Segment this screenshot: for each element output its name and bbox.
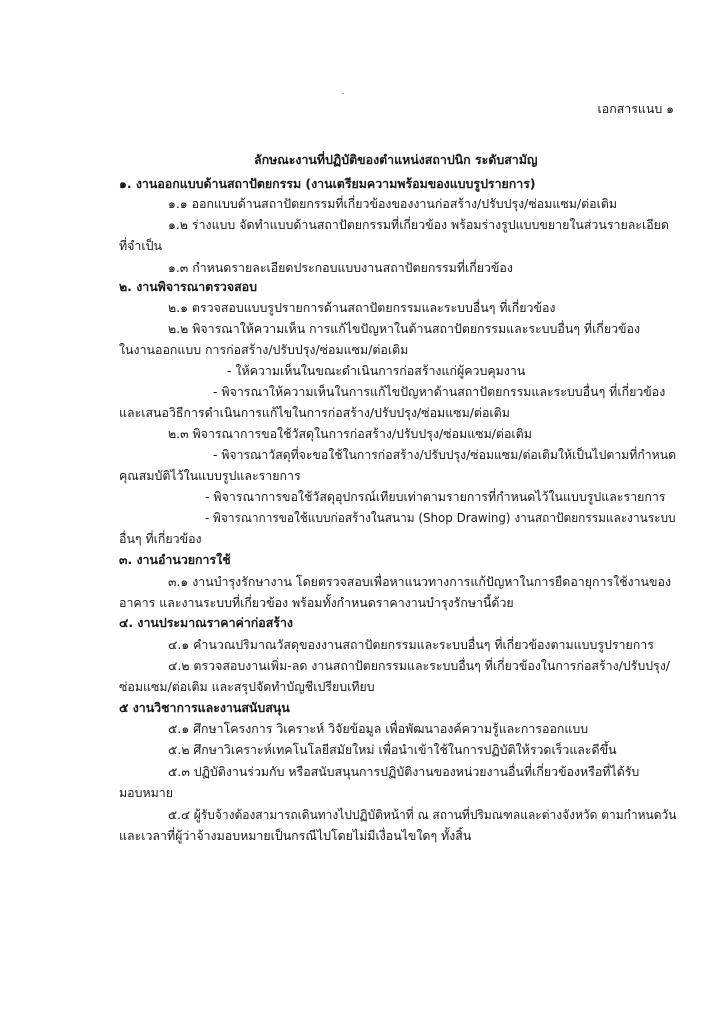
section-heading: ๕ งานวิชาการและงานสนับสนุน <box>119 700 290 715</box>
item-2-2-continued: ในงานออกแบบ การก่อสร้าง/ปรับปรุง/ซ่อมแซม/ต่อเติม <box>119 342 409 357</box>
sub-bullet: - พิจารณาวัสดุที่จะขอใช้ในการก่อสร้าง/ปรับปรุง/ซ่อมแซม/ต่อเติมให้เป็นไปตามที่กำหนด <box>213 447 677 462</box>
sub-bullet: - พิจารณาการขอใช้แบบก่อสร้างในสนาม (Shop Drawing) งานสถาปัตยกรรมและงานระบบ <box>205 510 676 525</box>
section-heading: ๔. งานประมาณราคาค่าก่อสร้าง <box>119 615 293 630</box>
item-5-3: ๕.๓ ปฏิบัติงานร่วมกับ หรือสนับสนุนการปฏิบัติงานของหน่วยงานอื่นที่เกี่ยวข้องหรือที่ได้รับ <box>168 764 640 779</box>
item-4-2-continued: ซ่อมแซม/ต่อเติม และสรุปจัดทำบัญชีเปรียบเทียบ <box>119 679 375 694</box>
item-2-1: ๒.๑ ตรวจสอบแบบรูปรายการด้านสถาปัตยกรรมและระบบอื่นๆ ที่เกี่ยวข้อง <box>168 300 556 315</box>
sub-bullet: - ให้ความเห็นในขณะดำเนินการก่อสร้างแก่ผู้ควบคุมงาน <box>227 363 526 378</box>
sub-bullet: - พิจารณาการขอใช้วัสดุอุปกรณ์เทียบเท่าตามรายการที่กำหนดไว้ในแบบรูปและรายการ <box>205 489 666 504</box>
item-1-2: ๑.๒ ร่างแบบ จัดทำแบบด้านสถาปัตยกรรมที่เกี่ยวข้อง พร้อมร่างรูปแบบขยายในส่วนรายละเอียด <box>168 217 669 232</box>
annex-label: เอกสารแนบ ๑ <box>597 101 674 116</box>
sub-bullet-continued: อื่นๆ ที่เกี่ยวข้อง <box>119 531 202 546</box>
sub-bullet-continued: คุณสมบัติไว้ในแบบรูปและรายการ <box>119 468 301 483</box>
item-4-2: ๔.๒ ตรวจสอบงานเพิ่ม-ลด งานสถาปัตยกรรมและระบบอื่นๆ ที่เกี่ยวข้องในการก่อสร้าง/ปรับปรุง/ <box>168 658 670 673</box>
item-2-2: ๒.๒ พิจารณาให้ความเห็น การแก้ไขปัญหาในด้านสถาปัตยกรรมและระบบอื่นๆ ที่เกี่ยวข้อง <box>168 321 640 336</box>
item-5-4: ๕.๔ ผู้รับจ้างต้องสามารถเดินทางไปปฏิบัติหน้าที่ ณ สถานที่ปริมณฑลและต่างจังหวัด ตามกำหนดวัน <box>168 807 677 822</box>
scan-speck <box>342 93 344 94</box>
item-1-3: ๑.๓ กำหนดรายละเอียดประกอบแบบงานสถาปัตยกรรมที่เกี่ยวข้อง <box>168 260 513 275</box>
item-3-1-continued: อาคาร และงานระบบที่เกี่ยวข้อง พร้อมทั้งกำหนดราคางานบำรุงรักษานี้ด้วย <box>119 595 514 610</box>
item-2-3: ๒.๓ พิจารณาการขอใช้วัสดุในการก่อสร้าง/ปรับปรุง/ซ่อมแซม/ต่อเติม <box>168 426 532 441</box>
item-1-1: ๑.๑ ออกแบบด้านสถาปัตยกรรมที่เกี่ยวข้องของงานก่อสร้าง/ปรับปรุง/ซ่อมแซม/ต่อเติม <box>168 196 618 211</box>
item-5-3-continued: มอบหมาย <box>119 785 174 800</box>
section-heading: ๓. งานอำนวยการใช้ <box>119 552 231 567</box>
section-heading: ๒. งานพิจารณาตรวจสอบ <box>119 279 257 294</box>
item-3-1: ๓.๑ งานบำรุงรักษางาน โดยตรวจสอบเพื่อหาแนวทางการแก้ปัญหาในการยืดอายุการใช้งานของ <box>168 574 671 589</box>
item-5-4-continued: และเวลาที่ผู้ว่าจ้างมอบหมายเป็นกรณีไปโดยไม่มีเงื่อนไขใดๆ ทั้งสิ้น <box>119 828 472 843</box>
item-5-2: ๕.๒ ศึกษาวิเคราะห์เทคโนโลยีสมัยใหม่ เพื่อนำเข้าใช้ในการปฏิบัติให้รวดเร็วและดีขึ้น <box>168 742 617 757</box>
sub-bullet: - พิจารณาให้ความเห็นในการแก้ไขปัญหาด้านสถาปัตยกรรมและระบบอื่นๆ ที่เกี่ยวข้อง <box>213 384 666 399</box>
section-heading: ๑. งานออกแบบด้านสถาปัตยกรรม (งานเตรียมความพร้อมของแบบรูปรายการ) <box>119 176 536 191</box>
item-1-2-continued: ที่จำเป็น <box>119 238 162 253</box>
item-5-1: ๕.๑ ศึกษาโครงการ วิเคราะห์ วิจัยข้อมูล เพื่อพัฒนาองค์ความรู้และการออกแบบ <box>168 721 589 736</box>
item-4-1: ๔.๑ คำนวณปริมาณวัสดุของงานสถาปัตยกรรมและระบบอื่นๆ ที่เกี่ยวข้องตามแบบรูปรายการ <box>168 637 654 652</box>
sub-bullet-continued: และเสนอวิธีการดำเนินการแก้ไขในการก่อสร้าง/ปรับปรุง/ซ่อมแซม/ต่อเติม <box>119 405 510 420</box>
document-title: ลักษณะงานที่ปฏิบัติของตำแหน่งสถาปนิก ระดับสามัญ <box>254 152 538 167</box>
